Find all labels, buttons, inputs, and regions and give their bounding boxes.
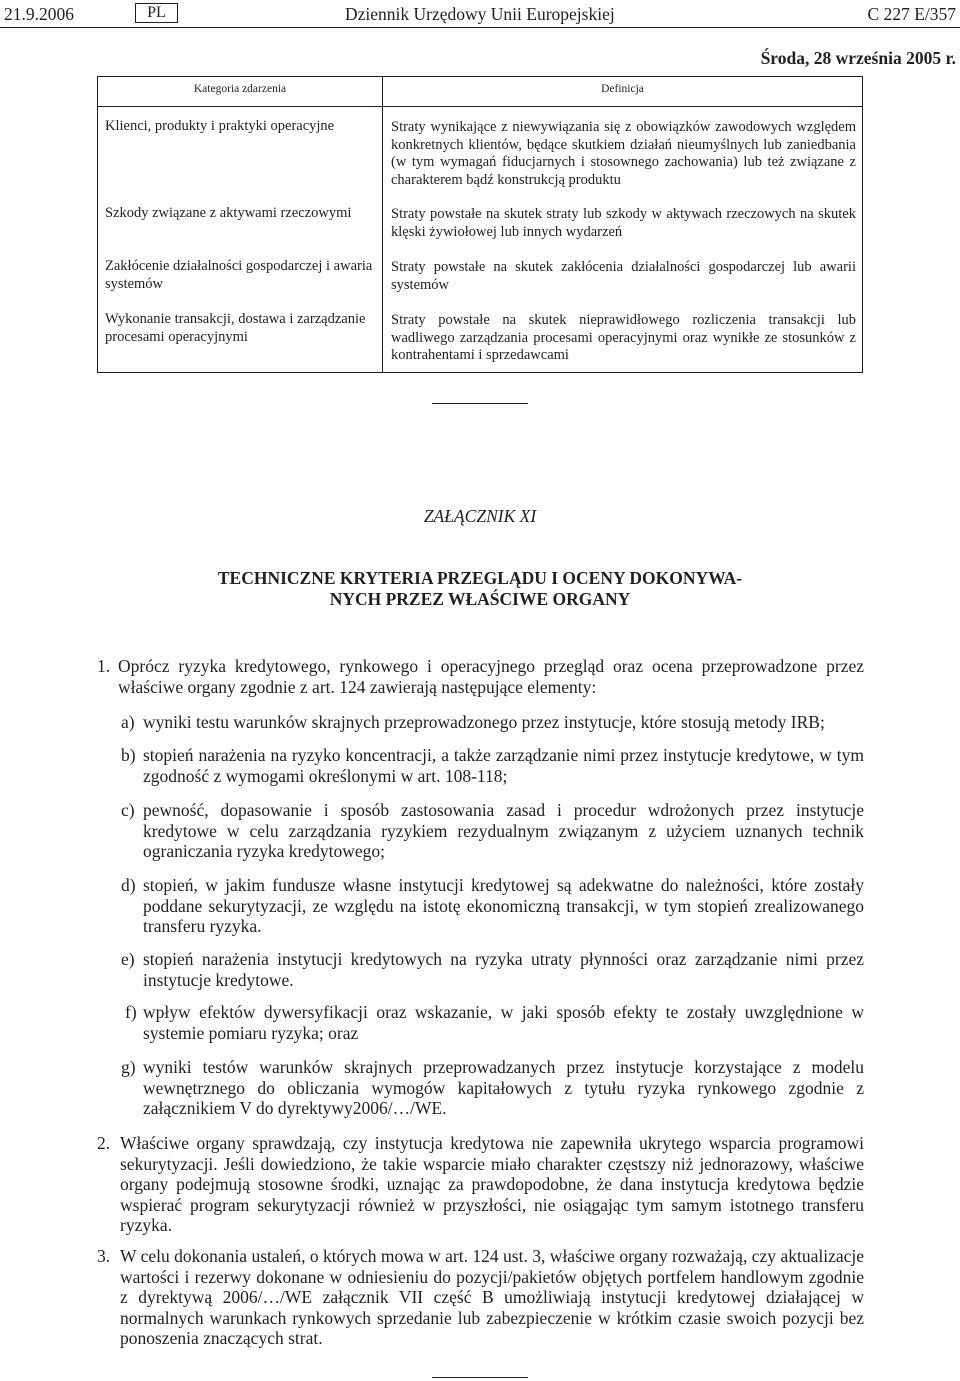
header-rule: [0, 27, 960, 28]
annex-subtitle: TECHNICZNE KRYTERIA PRZEGLĄDU I OCENY DOKONYWA-NYCH PRZEZ WŁAŚCIWE ORGANY: [217, 568, 743, 609]
session-date: Środa, 28 września 2005 r.: [760, 48, 956, 68]
table-row-category: Szkody związane z aktywami rzeczowymi: [105, 205, 352, 221]
table-row-category: Wykonanie transakcji, dostawa i zarządzanie procesami operacyjnymi: [105, 311, 366, 345]
table-header-category: Kategoria zdarzenia: [193, 83, 287, 95]
list-item: stopień narażenia na ryzyko koncentracji, a także zarządzanie nimi przez instytucje kredytowe, w tym zgodność z wymogami określonymi w art. 108-118;: [143, 745, 864, 786]
table-column-divider: [382, 76, 383, 373]
publication-date: 21.9.2006: [4, 4, 74, 24]
table-row-definition: Straty powstałe na skutek straty lub szkody w aktywach rzeczowych na skutek klęski żywiołowej lub innych wydarzeń: [391, 206, 856, 240]
annex-title: ZAŁĄCZNIK XI: [423, 506, 537, 526]
table-row-definition: Straty wynikające z niewywiązania się z obowiązków zawodowych względem konkretnych klientów, będące skutkiem działań nieumyślnych lub zaniedbania (w tym wymagań fiducjarnych i stosownego zachowania) lub też związane z charakterem bądź konstrukcją produktu: [391, 119, 856, 188]
paragraph-text: Właściwe organy sprawdzają, czy instytucja kredytowa nie zapewniła ukrytego wsparcia programowi sekurytyzacji. Jeśli dowiedziono, że takie wsparcie miało charakter częstszy niż jednorazowy, właściwe organy podejmują stosowne środki, uznając za prawdopodobne, że dana instytucja kredytowa będzie wspierać program sekurytyzacji również w przyszłości, nie osiągając tym samym istotnego transferu ryzyka.: [120, 1133, 864, 1235]
list-item-letter: g): [121, 1057, 136, 1077]
table-row-definition: Straty powstałe na skutek nieprawidłowego rozliczenia transakcji lub wadliwego zarządzania procesami operacyjnymi oraz wynikłe ze stosunków z kontrahentami i sprzedawcami: [391, 312, 856, 364]
paragraph-text: W celu dokonania ustaleń, o których mowa w art. 124 ust. 3, właściwe organy rozważają, czy aktualizacje wartości i rezerwy dokonane w odniesieniu do pozycji/pakietów objętych portfelem handlowym zgodnie z dyrektywą 2006/…/WE załącznik VII część B umożliwiają instytucji kredytowej działającej w normalnych warunkach rynkowych sprzedanie lub zabezpieczenie w krótkim czasie swoich pozycji bez ponoszenia znaczących strat.: [120, 1246, 864, 1348]
list-item-letter: f): [125, 1002, 137, 1022]
section-separator: [432, 1377, 528, 1378]
paragraph-number: 2.: [97, 1133, 111, 1153]
paragraph-number: 3.: [97, 1246, 111, 1266]
journal-reference: C 227 E/357: [867, 4, 956, 24]
list-item-letter: c): [121, 800, 135, 820]
list-item-letter: b): [121, 745, 136, 765]
list-item: wyniki testu warunków skrajnych przeprowadzonego przez instytucje, które stosują metody IRB;: [143, 712, 825, 732]
section-separator: [432, 403, 528, 404]
list-item: stopień narażenia instytucji kredytowych na ryzyka utraty płynności oraz zarządzanie nimi przez instytucje kredytowe.: [143, 949, 864, 990]
language-badge: PL: [135, 3, 178, 23]
list-item-letter: d): [121, 875, 136, 895]
journal-title: Dziennik Urzędowy Unii Europejskiej: [345, 4, 615, 24]
paragraph-text: Oprócz ryzyka kredytowego, rynkowego i operacyjnego przegląd oraz ocena przeprowadzone przez właściwe organy zgodnie z art. 124 zawierają następujące elementy:: [118, 656, 864, 697]
table-row-definition: Straty powstałe na skutek zakłócenia działalności gospodarczej lub awarii systemów: [391, 259, 856, 293]
list-item: pewność, dopasowanie i sposób zastosowania zasad i procedur wdrożonych przez instytucje kredytowe w celu zarządzania ryzykiem rezydualnym związanym z użyciem uznanych technik ograniczania ryzyka kredytowego;: [143, 800, 864, 861]
paragraph-number: 1.: [97, 656, 111, 676]
list-item: wpływ efektów dywersyfikacji oraz wskazanie, w jaki sposób efekty te zostały uwzględnione w systemie pomiaru ryzyka; oraz: [143, 1002, 864, 1043]
table-row-category: Zakłócenie działalności gospodarczej i awaria systemów: [105, 258, 373, 292]
table-header-definition: Definicja: [601, 83, 644, 95]
table-header-divider: [97, 106, 863, 107]
list-item: stopień, w jakim fundusze własne instytucji kredytowej są adekwatne do należności, które zostały poddane sekurytyzacji, ze względu na istotę ekonomiczną transakcji, w tym stopień zrealizowanego transferu ryzyka.: [143, 875, 864, 936]
list-item-letter: a): [121, 712, 135, 732]
list-item: wyniki testów warunków skrajnych przeprowadzanych przez instytucje korzystające z modelu wewnętrznego do obliczania wymogów kapitałowych z tytułu ryzyka rynkowego zgodnie z załącznikiem V do dyrektywy2006/…/WE.: [143, 1057, 864, 1118]
list-item-letter: e): [121, 949, 135, 969]
table-row-category: Klienci, produkty i praktyki operacyjne: [105, 118, 335, 134]
